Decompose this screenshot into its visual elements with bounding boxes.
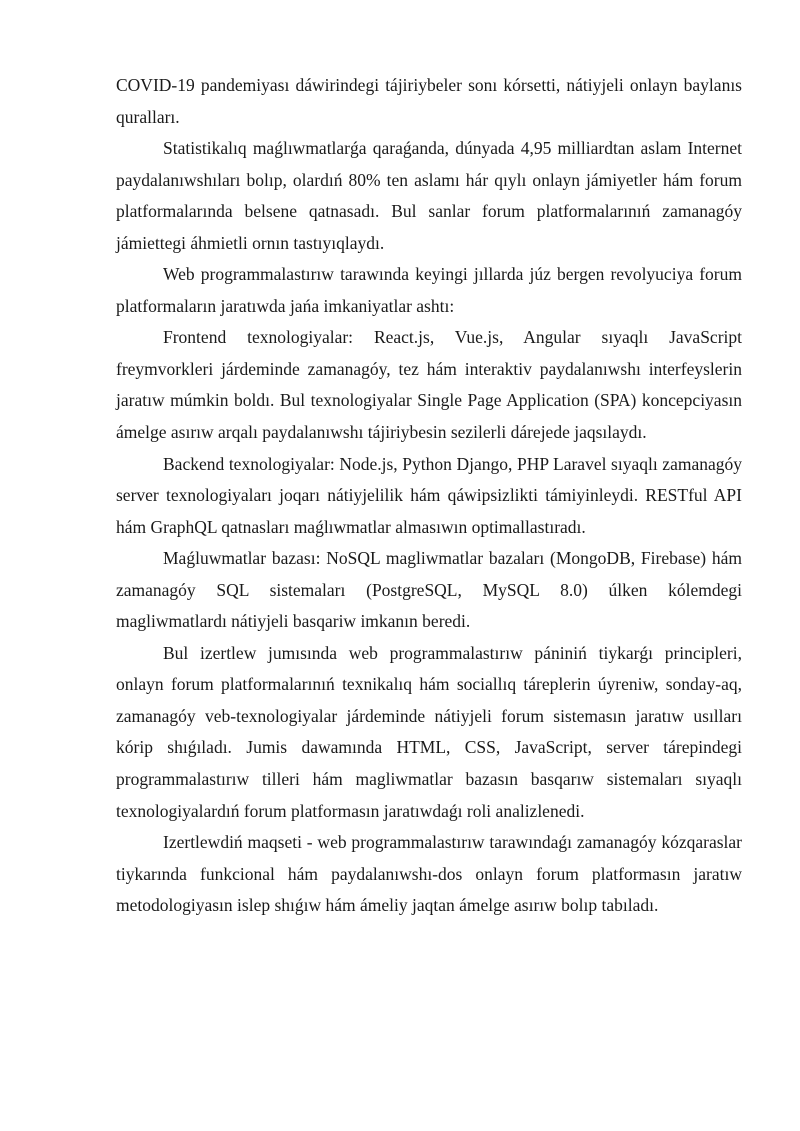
paragraph-frontend: Frontend texnologiyalar: React.js, Vue.js, Angular sıyaqlı JavaScript freymvorkleri járdeminde zamanagóy, tez hám interaktiv paydalanıwshı interfeyslerin jaratıw múmkin boldı. Bul texnologiyalar Single Page Application (SPA) koncepciyasın ámelge asırıw arqalı paydalanıwshı tájiriybesin sezilerli dárejede jaqsılaydı. xyxy=(116,327,742,443)
paragraph-research-scope: Bul izertlew jumısında web programmalastırıw pániniń tiykarǵı principleri, onlayn forum platformalarınıń texnikalıq hám sociallıq táreplerin úyreniw, sonday-aq, zamanagóy veb-texnologiyalar járdeminde nátiyjeli forum sistemasın jaratıw usılları kórip shıǵıladı. Jumis dawamında HTML, CSS, JavaScript, server tárepindegi programmalastırıw tilleri hám magliwmatlar bazasın basqarıw sistemaları sıyaqlı texnologiyalardıń forum platformasın jaratıwdaǵı roli analizlenedi. xyxy=(116,642,742,821)
paragraph-research-goal: Izertlewdiń maqseti - web programmalastırıw tarawındaǵı zamanagóy kózqaraslar tiykarında funkcional hám paydalanıwshı-dos onlayn forum platformasın jaratıw metodologiyasın islep shıǵıw hám ámeliy jaqtan ámelge asırıw bolıp tabıladı. xyxy=(116,832,742,916)
paragraph-statistics: Statistikalıq maǵlıwmatlarǵa qaraǵanda, dúnyada 4,95 milliardtan aslam Internet paydalanıwshıları bolıp, olardıń 80% ten aslamı hár qıylı onlayn jámiyetler hám forum platformalarında belsene qatnasadı. Bul sanlar forum platformalarınıń zamanagóy jámiettegi áhmietli ornın tastıyıqlaydı. xyxy=(116,138,742,253)
paragraph-backend: Backend texnologiyalar: Node.js, Python Django, PHP Laravel sıyaqlı zamanagóy server texnologiyaları joqarı nátiyjelilik hám qáwipsizlikti támiyinleydi. RESTful API hám GraphQL qatnasları maǵlıwmatlar almasıwın optimallastıradı. xyxy=(116,453,742,537)
paragraph-web-revolution: Web programmalastırıw tarawında keyingi jıllarda júz bergen revolyuciya forum platformaların jaratıwda jańa imkaniyatlar ashtı: xyxy=(116,264,742,316)
paragraph-database: Maǵluwmatlar bazası: NoSQL magliwmatlar bazaları (MongoDB, Firebase) hám zamanagóy SQL sistemaları (PostgreSQL, MySQL 8.0) úlken kólemdegi magliwmatlardı nátiyjeli basqariw imkanın beredi. xyxy=(116,548,742,632)
document-page xyxy=(116,70,742,922)
paragraph-intro-continuation: COVID-19 pandemiyası dáwirindegi tájiriybeler sonı kórsetti, nátiyjeli onlayn baylanıs quralları. xyxy=(116,75,742,127)
